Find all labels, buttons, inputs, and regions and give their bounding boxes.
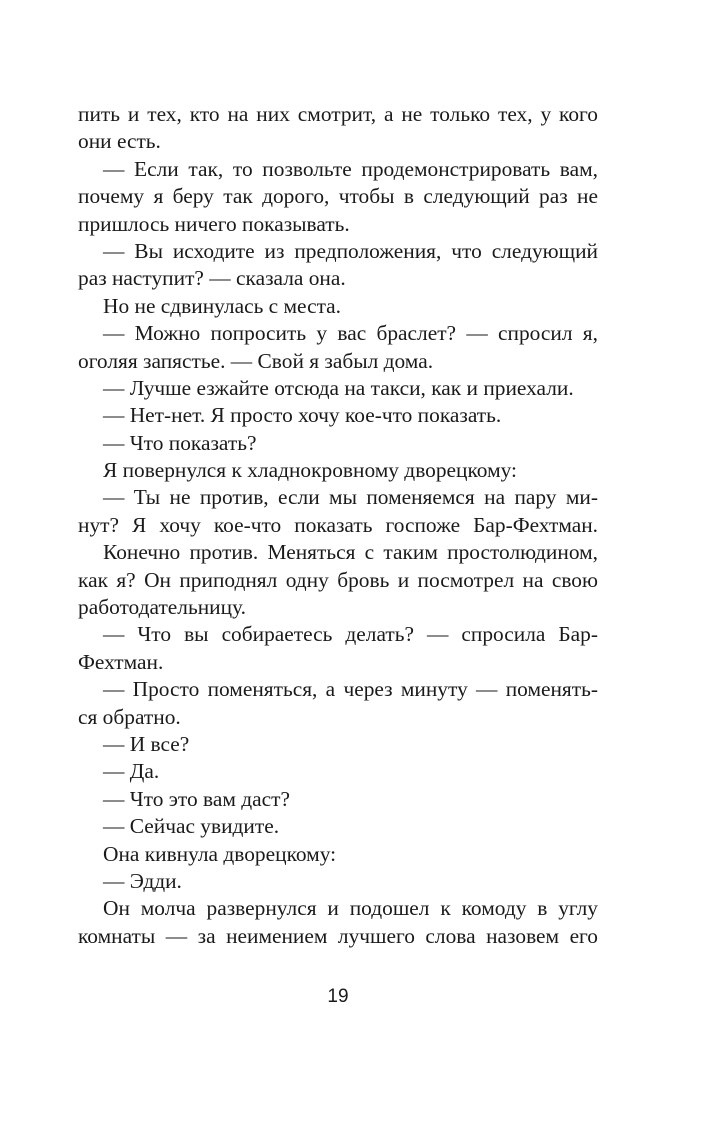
text-line: Она кивнула дворецкому:: [103, 841, 337, 866]
text-line: — Можно попросить у вас браслет? — спросил я,: [103, 321, 598, 346]
text-line: пить и тех, кто на них смотрит, а не только тех, у кого: [78, 102, 598, 126]
text-line: работодательницу.: [78, 595, 246, 620]
text-line: — Просто поменяться, а через минуту — поменять-: [103, 677, 598, 702]
text-line: — Да.: [103, 759, 160, 784]
text-line: — Ты не против, если мы поменяемся на пару ми-: [103, 485, 598, 510]
text-line: — И все?: [103, 731, 190, 756]
text-line: — Нет-нет. Я просто хочу кое-что показать.: [103, 403, 502, 428]
text-line: Конечно против. Меняться с таким простолюдином,: [103, 540, 598, 565]
text-line: Фехтман.: [78, 649, 164, 674]
text-line: Я повернулся к хладнокровному дворецкому:: [103, 458, 517, 483]
text-line: как я? Он приподнял одну бровь и посмотрел на свою: [78, 567, 598, 592]
text-line: Но не сдвинулась с места.: [103, 293, 342, 318]
text-line: — Если так, то позвольте продемонстрировать вам,: [103, 156, 598, 181]
text-line: — Вы исходите из предположения, что следующий: [103, 238, 598, 263]
text-line: — Что вы собираетесь делать? — спросила Бар-: [103, 622, 598, 647]
text-line: Он молча развернулся и подошел к комоду в углу: [103, 896, 598, 921]
text-line: — Сейчас увидите.: [103, 814, 280, 839]
text-line: комнаты — за неимением лучшего слова назовем его: [78, 923, 598, 948]
text-line: почему я беру так дорого, чтобы в следующий раз не: [78, 184, 598, 209]
text-line: ся обратно.: [78, 704, 181, 729]
text-line: раз наступит? — сказала она.: [78, 266, 346, 291]
page-number: 19: [327, 986, 349, 1007]
text-line: — Что показать?: [103, 430, 257, 455]
text-line: — Что это вам даст?: [103, 786, 290, 811]
body-text: [78, 101, 598, 950]
text-line: — Эдди.: [103, 868, 182, 893]
text-line: пришлось ничего показывать.: [78, 211, 350, 236]
text-line: они есть.: [78, 129, 161, 154]
text-line: — Лучше езжайте отсюда на такси, как и приехали.: [103, 375, 574, 400]
text-line: нут? Я хочу кое-что показать госпоже Бар-Фехтман.: [78, 512, 598, 537]
text-line: оголяя запястье. — Свой я забыл дома.: [78, 348, 434, 373]
